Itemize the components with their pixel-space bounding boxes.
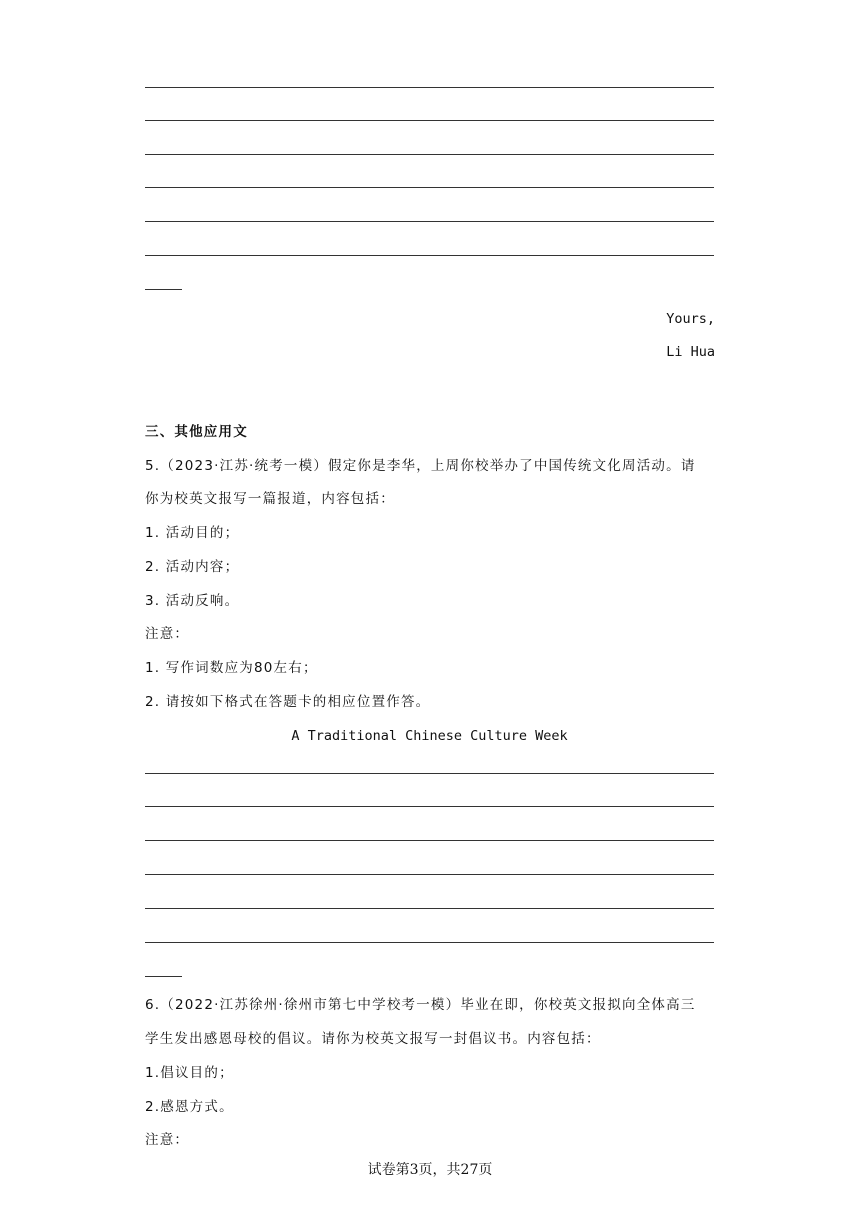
section-heading: 三、其他应用文 <box>145 424 248 440</box>
q5-item: 3. 活动反响。 <box>145 593 240 609</box>
answer-line-end <box>145 976 182 977</box>
letter-closing: Yours, <box>666 311 715 327</box>
answer-line <box>145 120 714 121</box>
answer-line <box>145 154 714 155</box>
answer-line <box>145 187 714 188</box>
q5-prompt-line-1: 5.（2023·江苏·统考一模）假定你是李华，上周你校举办了中国传统文化周活动。请 <box>145 458 696 474</box>
answer-line <box>145 942 714 943</box>
q6-note-label: 注意： <box>145 1132 190 1148</box>
q5-item: 2. 活动内容； <box>145 559 240 575</box>
page-footer: 试卷第3页，共27页 <box>367 1162 493 1178</box>
q6-prompt-line-2: 学生发出感恩母校的倡议。请你为校英文报写一封倡议书。内容包括： <box>145 1031 601 1047</box>
q5-note-label: 注意： <box>145 626 190 642</box>
answer-line <box>145 87 714 88</box>
answer-line <box>145 840 714 841</box>
q6-item: 2.感恩方式。 <box>145 1099 234 1115</box>
q5-item: 1. 活动目的； <box>145 525 240 541</box>
answer-line <box>145 255 714 256</box>
answer-line <box>145 806 714 807</box>
answer-line <box>145 221 714 222</box>
q6-item: 1.倡议目的； <box>145 1065 234 1081</box>
q5-note: 1. 写作词数应为80左右； <box>145 660 318 676</box>
letter-signature: Li Hua <box>666 344 715 360</box>
q5-note: 2. 请按如下格式在答题卡的相应位置作答。 <box>145 694 431 710</box>
q6-prompt-line-1: 6.（2022·江苏徐州·徐州市第七中学校考一模）毕业在即，你校英文报拟向全体高三 <box>145 997 696 1013</box>
answer-line <box>145 908 714 909</box>
q5-prompt-line-2: 你为校英文报写一篇报道，内容包括： <box>145 491 395 507</box>
answer-line <box>145 874 714 875</box>
answer-line <box>145 773 714 774</box>
answer-line-end <box>145 289 182 290</box>
essay-title: A Traditional Chinese Culture Week <box>291 728 568 744</box>
